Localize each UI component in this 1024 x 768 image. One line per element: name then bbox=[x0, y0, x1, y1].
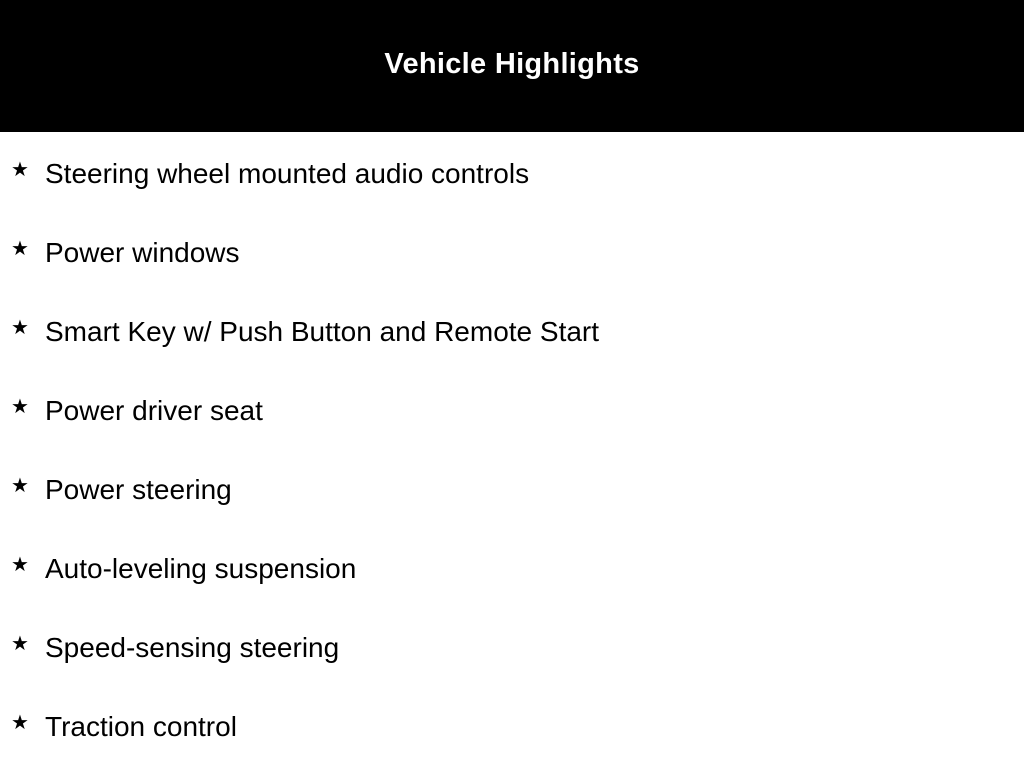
star-icon: ★ bbox=[11, 315, 29, 339]
highlight-label: Power steering bbox=[45, 474, 232, 505]
list-item bbox=[0, 310, 1024, 350]
star-icon: ★ bbox=[11, 710, 29, 734]
star-icon: ★ bbox=[11, 631, 29, 655]
highlights-list bbox=[0, 132, 1024, 768]
highlight-label: Smart Key w/ Push Button and Remote Start bbox=[45, 316, 600, 347]
list-item bbox=[0, 231, 1024, 271]
highlight-label: Power windows bbox=[45, 237, 240, 268]
highlight-label: Auto-leveling suspension bbox=[45, 553, 357, 584]
list-item bbox=[0, 705, 1024, 745]
highlight-label: Traction control bbox=[45, 711, 237, 742]
list-item bbox=[0, 152, 1024, 192]
highlight-label: Power driver seat bbox=[45, 395, 263, 426]
highlight-label: Speed-sensing steering bbox=[45, 632, 340, 663]
list-item bbox=[0, 389, 1024, 429]
list-item bbox=[0, 547, 1024, 587]
header-bar bbox=[0, 0, 1024, 132]
star-icon: ★ bbox=[11, 394, 29, 418]
page-title: Vehicle Highlights bbox=[384, 47, 640, 80]
list-item bbox=[0, 626, 1024, 666]
highlight-label: Steering wheel mounted audio controls bbox=[45, 158, 530, 189]
star-icon: ★ bbox=[11, 236, 29, 260]
star-icon: ★ bbox=[11, 552, 29, 576]
list-item bbox=[0, 468, 1024, 508]
star-icon: ★ bbox=[11, 473, 29, 497]
star-icon: ★ bbox=[11, 157, 29, 181]
